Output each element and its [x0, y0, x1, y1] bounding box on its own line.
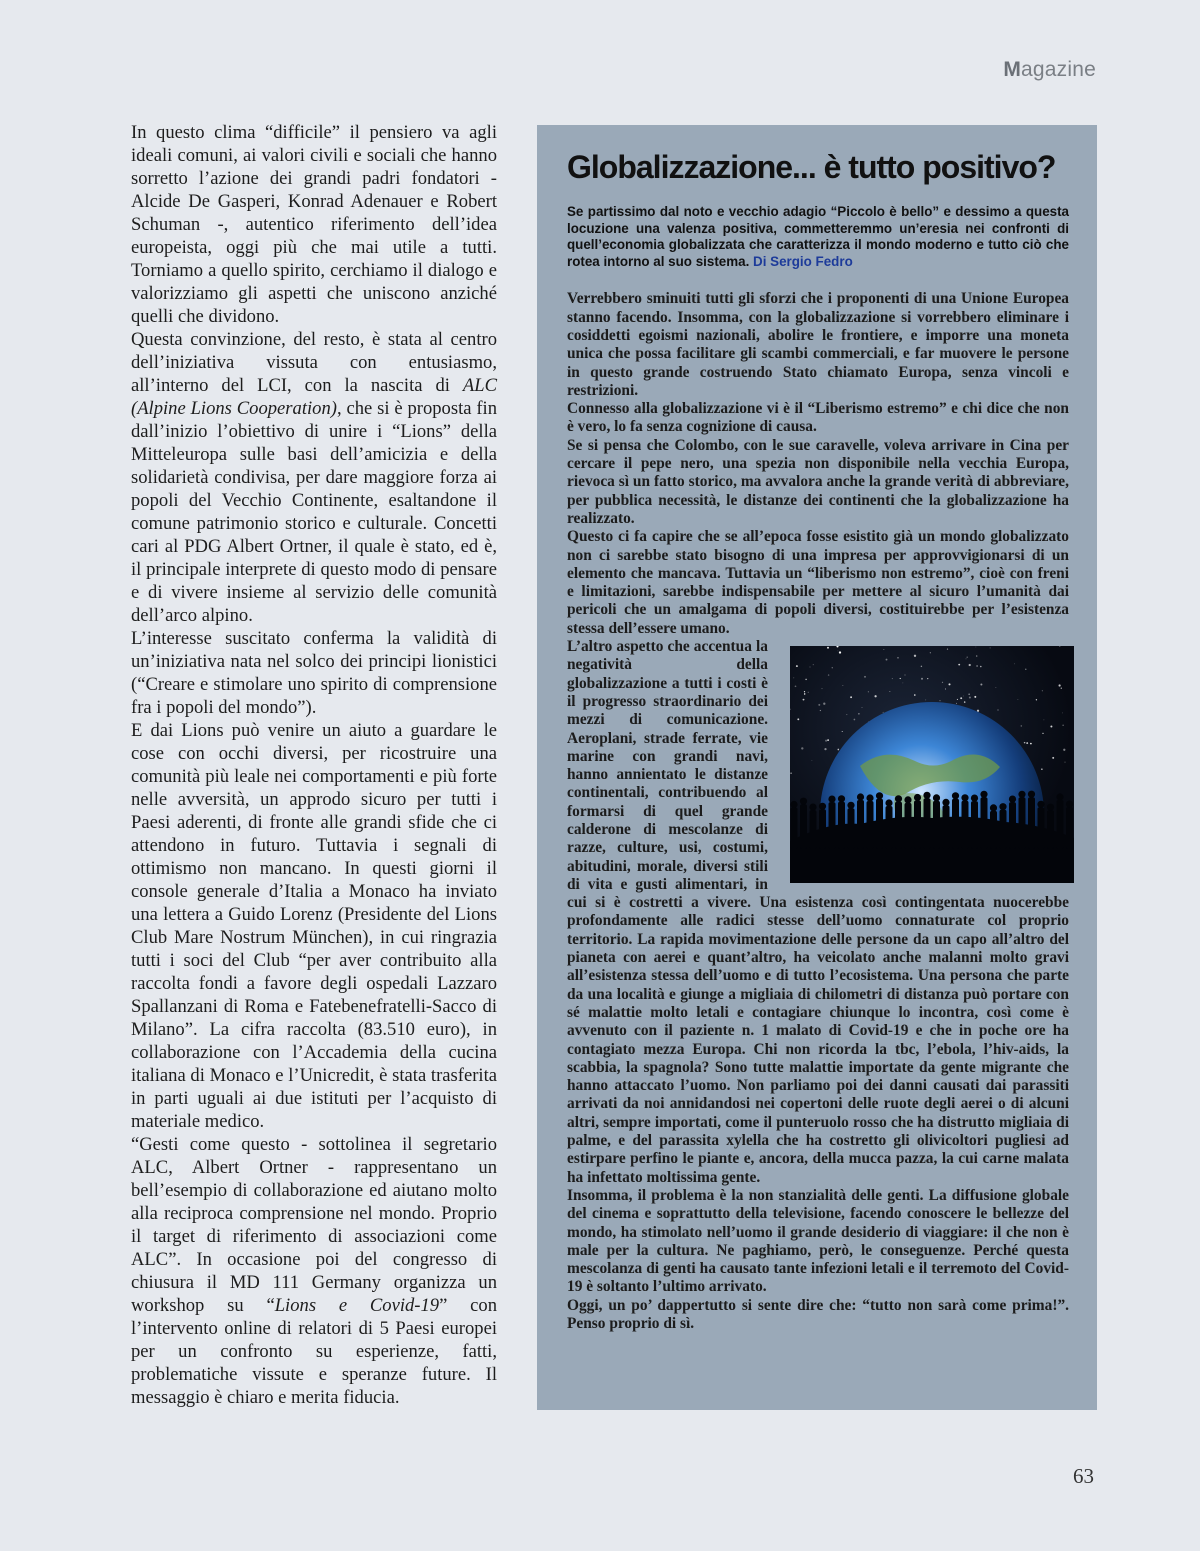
star-dot: [900, 678, 901, 679]
star-dot: [969, 696, 971, 698]
star-dot: [883, 712, 884, 713]
star-dot: [837, 749, 839, 751]
star-dot: [822, 688, 823, 689]
box-paragraph: Se si pensa che Colombo, con le sue caravelle, voleva arrivare in Cina per cercare il pepe nero, una spezia non disponibile nella vecchia Europa, rievoca sì un fatto storico, ma avvalora anche la grande verità di abbreviare, per pubblica necessità, le distanze dei continenti che la globalizzazione ha realizzato.: [567, 436, 1069, 527]
star-dot: [890, 691, 891, 692]
sidebar-article-box: [537, 125, 1097, 1410]
paragraph-text: E dai Lions può venire un aiuto a guardare le cose con occhi diversi, per ricostruire una comunità più leale nei comportamenti e più forte nelle avversità, un approdo sicuro per tutti i Paesi aderenti, di fronte alle grandi sfide che ci attendono in futuro. Tuttavia i segnali di ottimismo non mancano. In questi giorni il console generale d’Italia a Monaco ha inviato una lettera a Guido Lorenz (Presidente del Lions Club Mare Nostrum München), in cui ringrazia tutti i soci del Club “per aver contribuito alla raccolta fondi a favore degli ospedali Lazzaro Spallanzani di Roma e Fatebenefratelli-Sacco di Milano”. La cifra raccolta (83.510 euro), in collaborazione con l’Accademia della cucina italiana di Monaco e l’Unicredit, è stata trasferita in parti uguali ai due istituti per l’acquisto di materiale medico.: [131, 720, 497, 1132]
person-head: [1018, 791, 1025, 798]
person-body: [791, 808, 798, 850]
person-head: [961, 794, 968, 801]
star-dot: [914, 655, 916, 657]
person-head: [1066, 801, 1073, 808]
person-head: [990, 804, 997, 811]
star-dot: [945, 689, 946, 690]
person-head: [1009, 796, 1016, 803]
left-paragraph: [131, 719, 497, 1133]
star-dot: [1044, 720, 1045, 721]
person-body: [876, 799, 883, 849]
star-dot: [974, 696, 976, 698]
star-dot: [1018, 699, 1019, 700]
person-body: [914, 801, 921, 850]
paragraph-text: Questa convinzione, del resto, è stata al centro dell’iniziativa vissuta con entusiasmo, all’interno del LCI, con la nascita di: [131, 329, 497, 396]
person-head: [828, 796, 835, 803]
person-head: [971, 795, 978, 802]
earth-silhouette-illustration: [790, 646, 1074, 883]
sidebar-article-body: [567, 290, 1069, 1333]
star-dot: [960, 697, 962, 699]
person-head: [952, 792, 959, 799]
star-dot: [897, 657, 899, 659]
person-head: [933, 794, 940, 801]
section-label: [1003, 58, 1096, 82]
lead-text: Se partissimo dal noto e vecchio adagio “Piccolo è bello” e dessimo a questa locuzione una valenza positiva, commetteremmo un’eresia nei confronti di quell’economia globalizzata che caratterizza il mondo moderno e tutto ciò che rotea intorno al suo sistema.: [567, 204, 1069, 269]
star-dot: [997, 710, 998, 711]
star-dot: [1059, 684, 1061, 686]
person-body: [981, 797, 988, 849]
person-body: [1019, 797, 1026, 849]
star-dot: [976, 665, 978, 667]
person-body: [943, 805, 950, 849]
star-dot: [832, 667, 833, 668]
person-body: [848, 808, 855, 849]
star-dot: [795, 685, 797, 687]
star-dot: [1063, 749, 1065, 751]
star-dot: [921, 678, 923, 680]
page-number: 63: [1073, 1464, 1094, 1488]
star-dot: [1042, 733, 1043, 734]
left-paragraph: [131, 121, 497, 328]
person-body: [810, 810, 817, 849]
star-dot: [921, 666, 922, 667]
star-dot: [884, 649, 885, 650]
person-body: [924, 798, 931, 849]
person-head: [923, 792, 930, 799]
star-dot: [927, 678, 928, 679]
person-head: [942, 799, 949, 806]
star-dot: [862, 707, 863, 708]
star-dot: [1062, 713, 1063, 714]
star-dot: [904, 674, 905, 675]
person-body: [829, 802, 836, 849]
box-paragraph: Connesso alla globalizzazione vi è il “Liberismo estremo” e chi dice che non è vero, lo fa senza cognizione di causa.: [567, 400, 1069, 436]
person-body: [962, 801, 969, 849]
italic-text: ALC (Alpine Lions Cooperation): [131, 375, 497, 419]
star-dot: [804, 693, 805, 694]
left-paragraph: [131, 627, 497, 719]
star-dot: [1025, 669, 1026, 670]
star-dot: [976, 655, 978, 657]
star-dot: [838, 651, 839, 652]
author-byline: Di Sergio Fedro: [753, 253, 853, 269]
person-head: [895, 795, 902, 802]
star-dot: [976, 647, 977, 648]
star-dot: [790, 772, 792, 774]
person-head: [980, 791, 987, 798]
person-head: [847, 802, 854, 809]
star-dot: [956, 703, 957, 704]
star-dot: [827, 739, 829, 741]
star-dot: [818, 704, 820, 706]
star-dot: [796, 665, 798, 667]
star-dot: [886, 659, 888, 661]
star-dot: [1036, 699, 1037, 700]
star-dot: [903, 683, 904, 684]
person-body: [1057, 800, 1064, 849]
star-dot: [1030, 743, 1032, 745]
star-dot: [843, 685, 844, 686]
person-head: [1047, 804, 1054, 811]
box-paragraph: Oggi, un po’ dappertutto si sente dire che: “tutto non sarà come prima!”. Penso proprio di sì.: [567, 1296, 1069, 1332]
star-dot: [874, 695, 876, 697]
star-dot: [1026, 742, 1028, 744]
star-dot: [1042, 690, 1043, 691]
section-label-initial: M: [1003, 58, 1022, 81]
box-paragraph: Questo ci fa capire che se all’epoca fosse esistito già un mondo globalizzato non ci sarebbe stato bisogno di una impresa per approvvigionarsi di un elemento che mancava. Tuttavia un “liberismo non estremo”, cioè con freni e limitazioni, sarebbe indispensabile per mettere al sicuro l’umanità dai pericoli che un amalgama di popoli diversi, costituirebbe per l’esistenza stessa dell’essere umano.: [567, 528, 1069, 637]
person-body: [1000, 810, 1007, 849]
person-head: [1028, 791, 1035, 798]
left-column-article: [131, 121, 497, 1409]
person-body: [800, 804, 807, 849]
person-body: [838, 802, 845, 849]
sidebar-article-title: Globalizzazione... è tutto positivo?: [567, 149, 1056, 185]
person-head: [1037, 801, 1044, 808]
star-dot: [980, 683, 982, 685]
person-body: [886, 806, 893, 849]
star-dot: [948, 683, 950, 685]
person-body: [857, 800, 864, 849]
star-dot: [836, 646, 838, 647]
star-dot: [812, 760, 813, 761]
person-head: [914, 794, 921, 801]
box-paragraph: Insomma, il problema è la non stanzialità delle genti. La diffusione globale del cinema e soprattutto della televisione, facendo conoscere le bellezze del mondo, ha stimolato nell’uomo il grande desiderio di viaggiare: il che non è male per la cultura. Ne paghiamo, però, le conseguenze. Perché questa mescolanza di genti ha causato tante infezioni letali e il terremoto del Covid-19 è soltanto l’ultimo arrivato.: [567, 1186, 1069, 1296]
star-dot: [804, 691, 805, 692]
star-dot: [797, 718, 799, 720]
person-head: [1056, 793, 1063, 800]
person-body: [819, 809, 826, 849]
star-dot: [803, 699, 805, 701]
paragraph-text: “Gesti come questo - sottolinea il segretario ALC, Albert Ortner - rappresentano un bell’esempio di collaborazione ed aiutano molto alla reciproca comprensione nel mondo. Proprio il target di riferimento di associazioni come ALC”. In occasione poi del congresso di chiusura il MD 111 Germany organizza un workshop su “: [131, 1134, 497, 1316]
paragraph-text: L’interesse suscitato conferma la validità di un’iniziativa nata nel solco dei principi lionistici (“Creare e stimolare uno spirito di comprensione fra i popoli del mondo”).: [131, 628, 497, 718]
star-dot: [969, 694, 970, 695]
left-paragraph: [131, 328, 497, 627]
star-dot: [963, 696, 964, 697]
star-dot: [820, 710, 821, 711]
star-dot: [801, 747, 803, 749]
star-dot: [824, 748, 826, 750]
paragraph-text: , che si è proposta fin dall’inizio l’obiettivo di unire i “Lions” della Mitteleuropa sulle basi dell’amicizia e della solidarietà condivisa, per dare maggiore forza ai popoli del Vecchio Continente, esaltandone il comune patrimonio storico e culturale. Concetti cari al PDG Albert Ortner, il quale è stato, ed è, il principale interprete di questo modo di pensare e di vivere insieme al servizio delle comunità dell’arco alpino.: [131, 398, 497, 626]
star-dot: [958, 664, 960, 666]
star-dot: [808, 692, 809, 693]
person-head: [999, 803, 1006, 810]
section-label-rest: agazine: [1021, 58, 1096, 81]
person-body: [990, 811, 997, 849]
star-dot: [925, 700, 926, 701]
star-dot: [892, 678, 893, 679]
star-dot: [850, 696, 852, 698]
person-body: [1028, 797, 1035, 849]
star-dot: [969, 664, 971, 666]
star-dot: [846, 714, 847, 715]
star-dot: [813, 664, 814, 665]
earth-people-photo: [790, 646, 1074, 883]
star-dot: [996, 687, 997, 688]
star-dot: [858, 713, 860, 715]
box-paragraph: Verrebbero sminuiti tutti gli sforzi che i proponenti di una Unione Europea stanno facendo. Insomma, con la globalizzazione si vorrebbero eliminare i cosiddetti egoismi nazionali, abolire le frontiere, e imporre una moneta unica che possa facilitare gli scambi commerciali, e far muovere le persone in questo grande costruendo Stato chiamato Europa, senza vincoli e restrizioni.: [567, 290, 1069, 399]
person-head: [857, 793, 864, 800]
person-head: [876, 792, 883, 799]
person-body: [1009, 802, 1016, 849]
person-head: [838, 795, 845, 802]
star-dot: [1063, 725, 1064, 726]
person-body: [1047, 810, 1054, 849]
italic-text: Lions e Covid-19: [274, 1295, 440, 1316]
paragraph-text: In questo clima “difficile” il pensiero va agli ideali comuni, ai valori civili e sociali che hanno sorretto l’azione dei grandi padri fondatori - Alcide De Gasperi, Konrad Adenauer e Robert Schuman -, autentico riferimento dell’idea europeista, oggi più che mai utile a tutti. Torniamo a quello spirito, cerchiamo il dialogo e valorizziamo gli aspetti che uniscono anziché quelli che dividono.: [131, 122, 497, 327]
star-dot: [930, 652, 931, 653]
star-dot: [980, 666, 982, 668]
star-dot: [1052, 757, 1054, 759]
person-body: [1038, 807, 1045, 849]
star-dot: [1021, 725, 1023, 727]
star-dot: [967, 657, 968, 658]
star-dot: [842, 731, 843, 732]
star-dot: [793, 678, 794, 679]
star-dot: [825, 740, 827, 742]
star-dot: [947, 649, 948, 650]
star-dot: [828, 674, 829, 675]
star-dot: [1059, 646, 1060, 647]
person-body: [952, 799, 959, 849]
star-dot: [1061, 688, 1062, 689]
star-dot: [839, 651, 841, 653]
star-dot: [1014, 663, 1015, 664]
star-dot: [868, 691, 869, 692]
star-dot: [990, 647, 991, 648]
left-paragraph: [131, 1133, 497, 1409]
star-dot: [854, 719, 856, 721]
star-dot: [1024, 742, 1026, 744]
star-dot: [942, 682, 943, 683]
star-dot: [1064, 762, 1065, 763]
person-body: [867, 801, 874, 849]
star-dot: [966, 659, 967, 660]
person-head: [800, 798, 807, 805]
star-dot: [864, 676, 866, 678]
person-body: [895, 802, 902, 849]
person-head: [904, 796, 911, 803]
person-head: [866, 794, 873, 801]
star-dot: [1050, 726, 1052, 728]
person-body: [933, 801, 940, 849]
star-dot: [823, 703, 825, 705]
star-dot: [827, 647, 829, 649]
paragraph-text: ” con l’intervento online di relatori di 5 Paesi europei per un confronto su esperienze, fatti, problematiche vissute e speranze future. Il messaggio è chiaro e merita fiducia.: [131, 1295, 497, 1408]
person-head: [809, 804, 816, 811]
person-head: [819, 803, 826, 810]
person-head: [790, 801, 797, 808]
star-dot: [940, 700, 941, 701]
star-dot: [790, 709, 791, 710]
box-paragraph: L’altro aspetto che accentua la negatività della globalizzazione a tutti i costi è il progresso straordinario dei mezzi di comunicazione. Aeroplani, strade ferrate, vie marine con grandi navi, hanno annientato le distanze continentali, contribuendo al formarsi di quel grande calderone di mescolanze di razze, culture, usi, costumi, abitudini, morale, diversi stili di vita e gusti alimentari, in cui si è costretti a vivere. Una esistenza così contingentata nuocerebbe profondamente alle radici stesse dell’uomo connaturate col proprio territorio. La rapida movimentazione delle persone da un capo all’altro del pianeta con aerei e quant’altro, ha veicolato anche malanni molto gravi all’esistenza stessa dell’uomo e di tutto l’ecosistema. Una persona che parte da una località e giunge a migliaia di chilometri di distanza può portare con sé malattie molto letali e contagiare chiunque lo incontra, così come è avvenuto con il paziente n. 1 malato di Covid-19 e che in poche ore ha contagiato mezza Europa. Chi non ricorda la tbc, l’ebola, l’hiv-aids, la scabbia, la spagnola? Sono tutte malattie importate da gente migrante che hanno attaccato l’uomo. Non parliamo poi dei danni causati dai parassiti arrivati da noi annidandosi nei copertoni delle ruote degli aerei o di alcuni altri, sempre importati, come il punteruolo rosso che ha distrutto migliaia di palme, e del parassita xylella che ha costretto gli olivicoltori pugliesi ad estirpare perfino le piante e, ancora, della mucca pazza, la cui carne malata ha infettato moltissima gente.: [567, 638, 1069, 1186]
star-dot: [914, 694, 916, 696]
star-dot: [1041, 769, 1042, 770]
star-dot: [805, 679, 807, 681]
person-body: [905, 803, 912, 849]
person-head: [885, 799, 892, 806]
star-dot: [964, 701, 965, 702]
sidebar-article-lead: [567, 204, 1069, 270]
star-dot: [810, 667, 811, 668]
person-body: [971, 801, 978, 849]
star-dot: [957, 699, 958, 700]
person-body: [1066, 807, 1073, 849]
